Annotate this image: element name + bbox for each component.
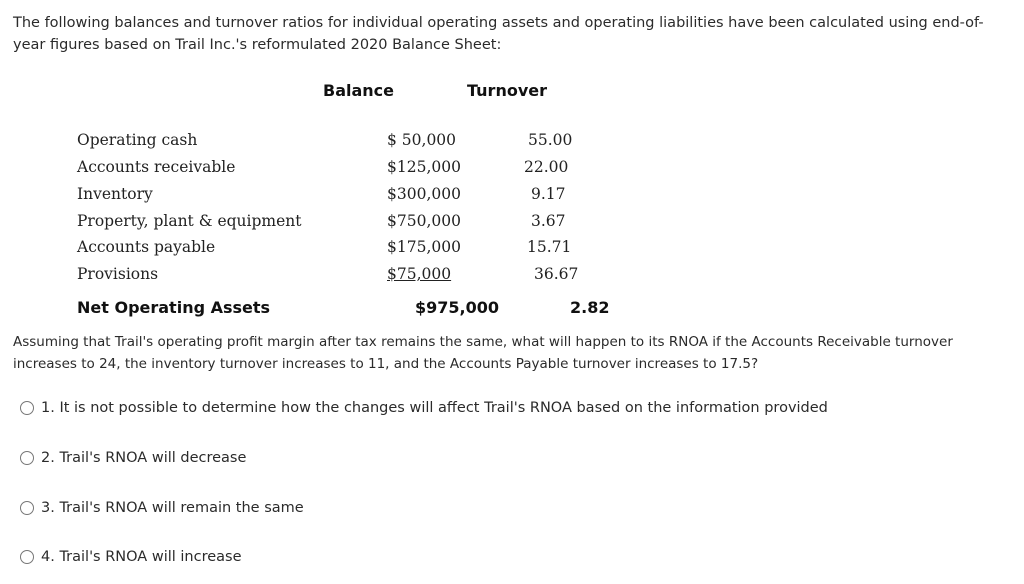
row-label-provisions: Provisions [77,265,159,283]
header-balance: Balance [323,81,394,100]
row-turnover-inventory: 9.17 [531,185,566,203]
row-turnover-accounts-payable: 15.71 [527,238,572,256]
option-1-label: 1. It is not possible to determine how the changes will affect Trail's RNOA based on the information provided [41,400,828,416]
total-label: Net Operating Assets [77,298,271,317]
row-balance-inventory: $300,000 [387,185,461,203]
intro-text: The following balances and turnover ratios for individual operating assets and operating liabilities have been calculated using end-of-year figures based on Trail Inc.'s reformulated 2020 Balance Sheet: [13,15,984,53]
row-balance-accounts-payable: $175,000 [387,238,461,256]
row-label-operating-cash: Operating cash [77,131,198,149]
header-turnover: Turnover [467,81,547,100]
radio-circle-icon[interactable] [20,550,34,564]
row-turnover-accounts-receivable: 22.00 [524,158,569,176]
option-4-label: 4. Trail's RNOA will increase [41,549,242,565]
radio-circle-icon[interactable] [20,451,34,465]
row-balance-operating-cash: $ 50,000 [387,131,457,149]
total-balance: $975,000 [415,298,500,317]
option-3-label: 3. Trail's RNOA will remain the same [41,500,304,516]
row-balance-provisions: $75,000 [387,265,452,283]
option-4[interactable] [20,549,242,565]
option-3[interactable] [20,500,304,516]
option-1[interactable] [20,400,828,416]
radio-circle-icon[interactable] [20,501,34,515]
row-label-ppe: Property, plant & equipment [77,212,302,230]
total-turnover: 2.82 [570,298,610,317]
row-turnover-provisions: 36.67 [534,265,579,283]
row-label-inventory: Inventory [77,185,153,203]
radio-circle-icon[interactable] [20,401,34,415]
row-turnover-ppe: 3.67 [531,212,566,230]
row-label-accounts-payable: Accounts payable [77,238,216,256]
question-text: Assuming that Trail's operating profit margin after tax remains the same, what will happen to its RNOA if the Accounts Receivable turnover increases to 24, the inventory turnover increases to 11, and the Accounts Payable turnover increases to 17.5? [13,334,953,372]
row-balance-ppe: $750,000 [387,212,461,230]
option-2-label: 2. Trail's RNOA will decrease [41,450,247,466]
option-2[interactable] [20,450,246,466]
row-label-accounts-receivable: Accounts receivable [77,158,236,176]
row-turnover-operating-cash: 55.00 [528,131,573,149]
row-balance-accounts-receivable: $125,000 [387,158,461,176]
